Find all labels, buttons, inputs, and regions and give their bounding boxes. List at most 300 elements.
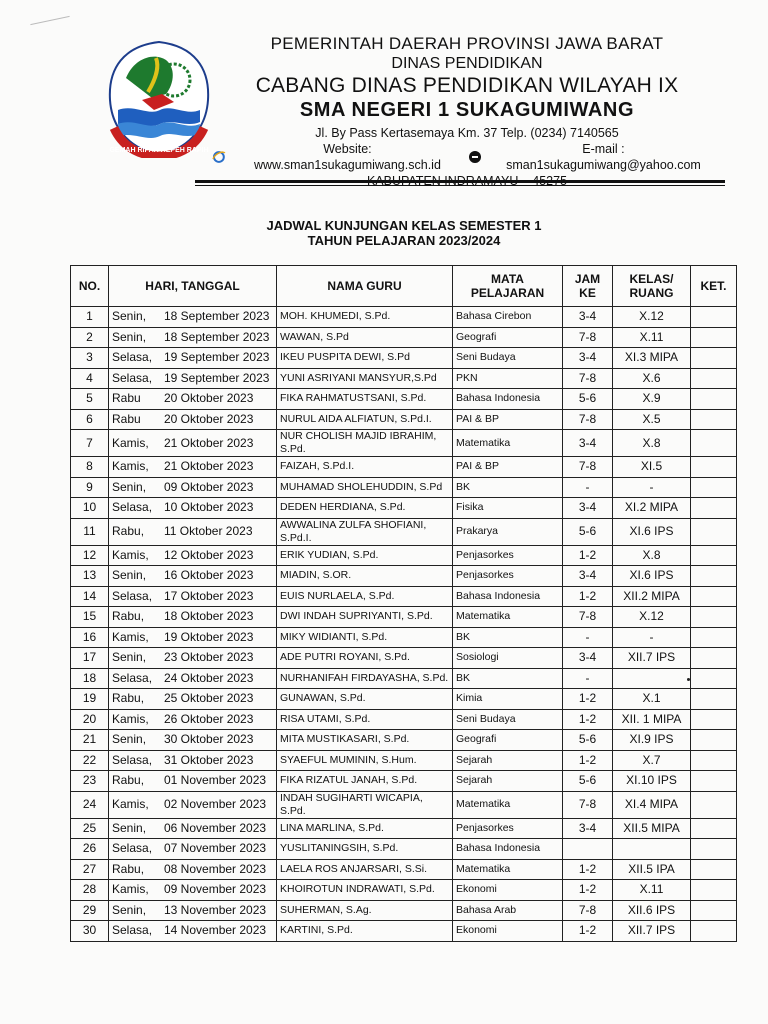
row-day-date [109,348,277,369]
row-note [691,307,737,328]
row-teacher: NURUL AIDA ALFIATUN, S.Pd.I. [277,409,453,430]
row-day-date [109,518,277,545]
header-rule-thin [195,185,725,186]
row-teacher: MITA MUSTIKASARI, S.Pd. [277,730,453,751]
row-date: 07 November 2023 [164,841,267,856]
row-period: 7-8 [563,368,613,389]
table-row [71,327,737,348]
row-class: XII.7 IPS [613,648,691,669]
row-no: 13 [71,566,109,587]
table-row [71,818,737,839]
row-subject: Fisika [453,498,563,519]
row-class: XI.4 MIPA [613,791,691,818]
row-day-date [109,648,277,669]
row-period: 1-2 [563,921,613,942]
row-period: 3-4 [563,307,613,328]
row-day: Senin, [112,329,147,344]
row-note [691,477,737,498]
row-day: Senin, [112,568,147,583]
row-subject: Penjasorkes [453,566,563,587]
row-subject: Matematika [453,791,563,818]
row-period: 1-2 [563,709,613,730]
row-day: Rabu [112,391,141,406]
row-subject: Bahasa Indonesia [453,389,563,410]
contact-line [212,141,722,173]
row-subject: Prakarya [453,518,563,545]
header-period: JAM KE [563,266,613,307]
row-day-date [109,730,277,751]
row-period: 7-8 [563,327,613,348]
row-period: 5-6 [563,389,613,410]
row-class: XI.6 IPS [613,518,691,545]
row-subject: Ekonomi [453,880,563,901]
row-day: Selasa, [112,500,153,515]
row-day-date [109,457,277,478]
row-subject: Sosiologi [453,648,563,669]
row-date: 18 September 2023 [164,309,270,324]
row-day: Kamis, [112,882,149,897]
row-note [691,430,737,457]
row-day-date [109,477,277,498]
row-day: Rabu, [112,524,145,538]
table-row [71,409,737,430]
row-subject: Bahasa Indonesia [453,839,563,860]
row-date: 09 Oktober 2023 [164,479,254,494]
row-class: X.1 [613,689,691,710]
row-no: 18 [71,668,109,689]
row-note [691,818,737,839]
row-teacher: DWI INDAH SUPRIYANTI, S.Pd. [277,607,453,628]
row-no: 19 [71,689,109,710]
row-teacher: SYAEFUL MUMININ, S.Hum. [277,750,453,771]
row-class [613,668,691,689]
table-row [71,498,737,519]
row-day: Kamis, [112,435,149,450]
row-teacher: KHOIROTUN INDRAWATI, S.Pd. [277,880,453,901]
row-date: 25 Oktober 2023 [164,691,254,706]
row-no: 25 [71,818,109,839]
row-subject: PKN [453,368,563,389]
row-no: 9 [71,477,109,498]
row-period: 1-2 [563,880,613,901]
row-day-date [109,368,277,389]
row-teacher: MUHAMAD SHOLEHUDDIN, S.Pd [277,477,453,498]
row-subject: Kimia [453,689,563,710]
row-day-date [109,859,277,880]
row-teacher: WAWAN, S.Pd [277,327,453,348]
row-period: 3-4 [563,818,613,839]
row-day: Kamis, [112,547,149,562]
row-teacher: LAELA ROS ANJARSARI, S.Si. [277,859,453,880]
row-subject: PAI & BP [453,457,563,478]
row-note [691,771,737,792]
row-no: 17 [71,648,109,669]
row-teacher: EUIS NURLAELA, S.Pd. [277,586,453,607]
row-class: X.11 [613,880,691,901]
row-no: 8 [71,457,109,478]
row-day: Rabu, [112,609,145,624]
table-row [71,389,737,410]
schedule-table [70,265,737,942]
row-subject: Seni Budaya [453,348,563,369]
row-class: - [613,627,691,648]
table-row [71,709,737,730]
row-subject: Ekonomi [453,921,563,942]
row-no: 15 [71,607,109,628]
row-teacher: NUR CHOLISH MAJID IBRAHIM, S.Pd. [277,430,453,457]
table-row [71,771,737,792]
row-day-date [109,307,277,328]
row-no: 3 [71,348,109,369]
web-browser-icon [212,150,226,164]
row-day: Selasa, [112,370,153,385]
row-no: 21 [71,730,109,751]
row-date: 23 Oktober 2023 [164,650,254,665]
row-note [691,900,737,921]
row-note [691,498,737,519]
row-period: 5-6 [563,518,613,545]
row-teacher: ERIK YUDIAN, S.Pd. [277,545,453,566]
row-date: 14 November 2023 [164,923,267,938]
row-class: X.11 [613,327,691,348]
table-row [71,307,737,328]
row-class: X.6 [613,368,691,389]
row-day: Rabu, [112,773,145,788]
row-date: 31 Oktober 2023 [164,752,254,767]
title-line-2: TAHUN PELAJARAN 2023/2024 [307,233,501,248]
row-no: 26 [71,839,109,860]
row-date: 21 Oktober 2023 [164,435,254,450]
row-note [691,409,737,430]
row-teacher: FAIZAH, S.Pd.I. [277,457,453,478]
row-day-date [109,668,277,689]
row-class: XII.5 MIPA [613,818,691,839]
row-day-date [109,389,277,410]
email: E-mail : sman1sukagumiwang@yahoo.com [506,142,701,172]
row-note [691,627,737,648]
row-note [691,545,737,566]
row-period: 3-4 [563,430,613,457]
table-row [71,859,737,880]
table-row [71,839,737,860]
table-row [71,627,737,648]
row-class: XII.2 MIPA [613,586,691,607]
row-subject: BK [453,627,563,648]
row-day: Senin, [112,732,147,747]
row-day-date [109,771,277,792]
row-period: - [563,627,613,648]
row-class [613,839,691,860]
table-row [71,648,737,669]
row-day: Senin, [112,902,147,917]
row-day-date [109,607,277,628]
row-day: Rabu, [112,691,145,706]
table-row [71,586,737,607]
table-row [71,566,737,587]
row-note [691,689,737,710]
row-subject: Sejarah [453,750,563,771]
row-day: Selasa, [112,923,153,938]
row-class: XI.2 MIPA [613,498,691,519]
row-no: 20 [71,709,109,730]
row-note [691,730,737,751]
document-title [0,218,768,248]
row-period: - [563,668,613,689]
row-teacher: SUHERMAN, S.Ag. [277,900,453,921]
row-day-date [109,750,277,771]
row-period: 5-6 [563,771,613,792]
row-note [691,880,737,901]
row-class: - [613,477,691,498]
table-row [71,791,737,818]
table-row [71,668,737,689]
row-day-date [109,900,277,921]
row-day: Selasa, [112,588,153,603]
row-class: XI.3 MIPA [613,348,691,369]
header-no: NO. [71,266,109,307]
row-period: 7-8 [563,900,613,921]
row-day: Kamis, [112,711,149,726]
row-note [691,668,737,689]
row-day-date [109,709,277,730]
row-subject: Sejarah [453,771,563,792]
row-date: 13 November 2023 [164,902,267,917]
row-no: 14 [71,586,109,607]
scan-dot [687,678,690,681]
row-period: 7-8 [563,607,613,628]
header-rule-thick [195,180,725,183]
table-row [71,430,737,457]
row-day-date [109,689,277,710]
row-period: 3-4 [563,348,613,369]
row-class: XII. 1 MIPA [613,709,691,730]
header-subject: MATA PELAJARAN [453,266,563,307]
row-no: 27 [71,859,109,880]
row-teacher: FIKA RAHMATUSTSANI, S.Pd. [277,389,453,410]
table-row [71,730,737,751]
row-date: 19 Oktober 2023 [164,629,254,644]
row-subject: Bahasa Cirebon [453,307,563,328]
row-day: Senin, [112,650,147,665]
row-class: X.8 [613,430,691,457]
row-note [691,389,737,410]
row-teacher: KARTINI, S.Pd. [277,921,453,942]
row-day-date [109,545,277,566]
row-date: 06 November 2023 [164,820,267,835]
row-date: 30 Oktober 2023 [164,732,254,747]
row-no: 5 [71,389,109,410]
row-day-date [109,498,277,519]
table-row [71,880,737,901]
row-day: Rabu, [112,861,145,876]
row-class: XI.10 IPS [613,771,691,792]
row-note [691,859,737,880]
row-note [691,839,737,860]
row-date: 12 Oktober 2023 [164,547,254,562]
row-teacher: NURHANIFAH FIRDAYASHA, S.Pd. [277,668,453,689]
school-name: SMA NEGERI 1 SUKAGUMIWANG [299,99,635,121]
header-note: KET. [691,266,737,307]
row-period: 7-8 [563,409,613,430]
row-no: 28 [71,880,109,901]
table-header-row [71,266,737,307]
row-no: 4 [71,368,109,389]
provincial-logo [104,38,214,158]
row-teacher: IKEU PUSPITA DEWI, S.Pd [277,348,453,369]
row-day: Kamis, [112,629,149,644]
row-note [691,607,737,628]
row-class: X.9 [613,389,691,410]
row-day-date [109,921,277,942]
row-subject: PAI & BP [453,409,563,430]
row-teacher: LINA MARLINA, S.Pd. [277,818,453,839]
row-class: X.7 [613,750,691,771]
row-class: XI.5 [613,457,691,478]
row-subject: Seni Budaya [453,709,563,730]
row-day: Kamis, [112,459,149,474]
scan-mark [30,16,69,25]
row-date: 19 September 2023 [164,370,270,385]
row-day: Senin, [112,309,147,324]
table-row [71,477,737,498]
row-class: XI.6 IPS [613,566,691,587]
row-no: 7 [71,430,109,457]
row-day: Selasa, [112,350,153,365]
row-date: 01 November 2023 [164,773,267,788]
table-row [71,607,737,628]
row-teacher: MOH. KHUMEDI, S.Pd. [277,307,453,328]
row-class: XI.9 IPS [613,730,691,751]
row-period: 3-4 [563,566,613,587]
row-teacher: GUNAWAN, S.Pd. [277,689,453,710]
row-subject: BK [453,477,563,498]
row-day-date [109,880,277,901]
row-day: Selasa, [112,670,153,685]
table-row [71,457,737,478]
title-line-1: JADWAL KUNJUNGAN KELAS SEMESTER 1 [266,218,542,233]
row-date: 08 November 2023 [164,861,267,876]
row-period: 3-4 [563,648,613,669]
row-day-date [109,430,277,457]
row-class: XII.7 IPS [613,921,691,942]
row-subject: Matematika [453,607,563,628]
row-class: X.12 [613,307,691,328]
branch-name: CABANG DINAS PENDIDIKAN WILAYAH IX [255,74,679,97]
row-day-date [109,791,277,818]
row-period: - [563,477,613,498]
row-date: 20 Oktober 2023 [164,391,254,406]
row-class: X.8 [613,545,691,566]
row-note [691,791,737,818]
row-no: 2 [71,327,109,348]
row-no: 1 [71,307,109,328]
row-period: 7-8 [563,457,613,478]
row-period: 1-2 [563,689,613,710]
row-day-date [109,839,277,860]
row-teacher: DEDEN HERDIANA, S.Pd. [277,498,453,519]
row-note [691,327,737,348]
row-teacher: ADE PUTRI ROYANI, S.Pd. [277,648,453,669]
row-date: 02 November 2023 [164,797,267,811]
row-subject: Penjasorkes [453,818,563,839]
row-class: X.12 [613,607,691,628]
row-note [691,457,737,478]
row-note [691,921,737,942]
row-teacher: YUNI ASRIYANI MANSYUR,S.Pd [277,368,453,389]
row-no: 11 [71,518,109,545]
row-day: Senin, [112,820,147,835]
row-date: 17 Oktober 2023 [164,588,254,603]
row-period: 7-8 [563,791,613,818]
row-period [563,839,613,860]
government-name: PEMERINTAH DAERAH PROVINSI JAWA BARAT [270,34,664,53]
row-no: 23 [71,771,109,792]
row-teacher: RISA UTAMI, S.Pd. [277,709,453,730]
row-note [691,750,737,771]
row-day: Senin, [112,479,147,494]
table-row [71,689,737,710]
row-period: 1-2 [563,750,613,771]
school-address: Jl. By Pass Kertasemaya Km. 37 Telp. (0234) 7140565 [315,126,619,140]
row-teacher: AWWALINA ZULFA SHOFIANI, S.Pd.I. [277,518,453,545]
row-no: 29 [71,900,109,921]
row-teacher: INDAH SUGIHARTI WICAPIA, S.Pd. [277,791,453,818]
row-teacher: MIKY WIDIANTI, S.Pd. [277,627,453,648]
row-day-date [109,327,277,348]
row-teacher: FIKA RIZATUL JANAH, S.Pd. [277,771,453,792]
row-period: 1-2 [563,586,613,607]
letterhead [212,34,722,189]
row-period: 5-6 [563,730,613,751]
email-icon [469,151,481,163]
table-row [71,750,737,771]
row-date: 21 Oktober 2023 [164,459,254,474]
row-date: 26 Oktober 2023 [164,711,254,726]
table-row [71,545,737,566]
svg-text:GEMAH RIPAH REPEH RAPIH: GEMAH RIPAH REPEH RAPIH [109,147,209,154]
row-class: XII.6 IPS [613,900,691,921]
row-period: 1-2 [563,859,613,880]
row-day: Selasa, [112,841,153,856]
row-no: 12 [71,545,109,566]
row-date: 16 Oktober 2023 [164,568,254,583]
row-subject: Matematika [453,859,563,880]
row-class: XII.5 IPA [613,859,691,880]
row-date: 10 Oktober 2023 [164,500,254,515]
row-date: 11 Oktober 2023 [164,524,253,538]
row-note [691,648,737,669]
header-day-date: HARI, TANGGAL [109,266,277,307]
row-no: 10 [71,498,109,519]
row-day-date [109,627,277,648]
row-date: 24 Oktober 2023 [164,670,254,685]
row-day-date [109,566,277,587]
row-date: 19 September 2023 [164,350,270,365]
row-subject: Penjasorkes [453,545,563,566]
website: Website: www.sman1sukagumiwang.sch.id [254,142,441,172]
row-date: 09 November 2023 [164,882,267,897]
row-no: 22 [71,750,109,771]
row-subject: Bahasa Indonesia [453,586,563,607]
row-period: 3-4 [563,498,613,519]
row-class: X.5 [613,409,691,430]
row-day-date [109,818,277,839]
row-no: 30 [71,921,109,942]
row-note [691,566,737,587]
header-class: KELAS/ RUANG [613,266,691,307]
row-no: 6 [71,409,109,430]
row-no: 24 [71,791,109,818]
